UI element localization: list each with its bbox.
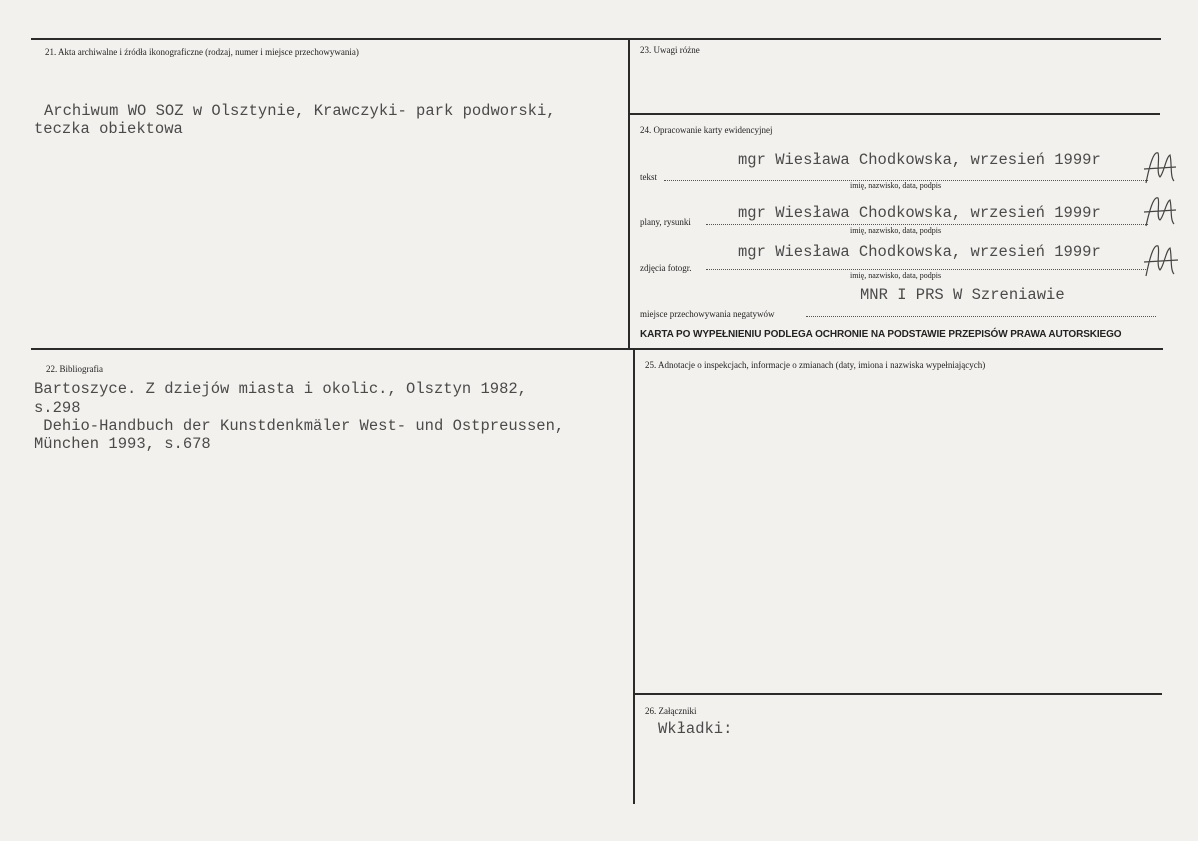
photos-value: mgr Wiesława Chodkowska, wrzesień 1999r bbox=[738, 243, 1101, 261]
section25-label: 25. Adnotacje o inspekcjach, informacje o zmianach (daty, imiona i nazwiska wypełniających) bbox=[645, 360, 986, 370]
photos-label: zdjęcia fotogr. bbox=[640, 263, 692, 273]
negatives-dotline bbox=[806, 316, 1156, 317]
signature-photos bbox=[1140, 236, 1180, 286]
plans-label: plany, rysunki bbox=[640, 217, 691, 227]
section26-top-rule bbox=[635, 693, 1162, 695]
section21-line-2: teczka obiektowa bbox=[34, 120, 183, 138]
center-divider bbox=[628, 38, 630, 349]
section22-line-1: Bartoszyce. Z dziejów miasta i okolic., Olsztyn 1982, bbox=[34, 380, 527, 398]
section22-line-2: s.298 bbox=[34, 399, 81, 417]
section26-label: 26. Załączniki bbox=[645, 706, 697, 716]
signature-text bbox=[1140, 143, 1180, 193]
middle-rule bbox=[31, 348, 1163, 350]
section23-label: 23. Uwagi różne bbox=[640, 45, 700, 55]
section23-bottom-rule bbox=[630, 113, 1160, 115]
author-text-label: tekst bbox=[640, 172, 657, 182]
section24-label: 24. Opracowanie karty ewidencyjnej bbox=[640, 125, 773, 135]
plans-caption: imię, nazwisko, data, podpis bbox=[850, 226, 942, 235]
section22-line-4: München 1993, s.678 bbox=[34, 435, 211, 453]
author-text-caption: imię, nazwisko, data, podpis bbox=[850, 181, 942, 190]
copyright-note: KARTA PO WYPEŁNIENIU PODLEGA OCHRONIE NA PODSTAWIE PRZEPISÓW PRAWA AUTORSKIEGO bbox=[640, 329, 1122, 340]
plans-dotline bbox=[706, 224, 1148, 225]
section22-line-3: Dehio-Handbuch der Kunstdenkmäler West- und Ostpreussen, bbox=[34, 417, 565, 435]
photos-dotline bbox=[706, 269, 1148, 270]
section21-label: 21. Akta archiwalne i źródła ikonograficzne (rodzaj, numer i miejsce przechowywania) bbox=[45, 47, 359, 57]
section22-label: 22. Bibliografia bbox=[46, 364, 103, 374]
negatives-value: MNR I PRS W Szreniawie bbox=[860, 286, 1065, 304]
negatives-label: miejsce przechowywania negatywów bbox=[640, 309, 775, 319]
photos-caption: imię, nazwisko, data, podpis bbox=[850, 271, 942, 280]
section26-value: Wkładki: bbox=[658, 720, 733, 738]
plans-value: mgr Wiesława Chodkowska, wrzesień 1999r bbox=[738, 204, 1101, 222]
author-text-value: mgr Wiesława Chodkowska, wrzesień 1999r bbox=[738, 151, 1101, 169]
section21-line-1: Archiwum WO SOZ w Olsztynie, Krawczyki- park podworski, bbox=[44, 102, 556, 120]
signature-plans bbox=[1140, 190, 1180, 235]
center-divider-lower bbox=[633, 349, 635, 804]
top-rule bbox=[31, 38, 1161, 40]
